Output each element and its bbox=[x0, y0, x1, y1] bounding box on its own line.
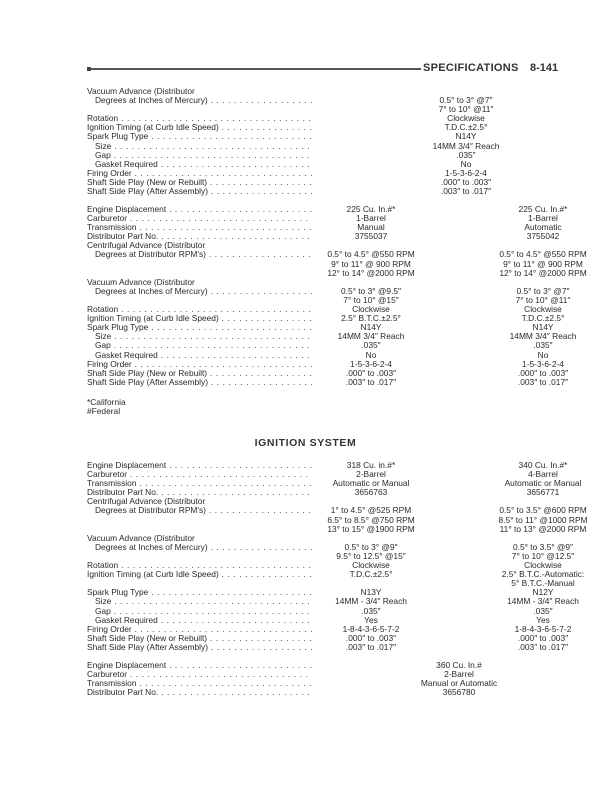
spec-label: Carburetor . . . bbox=[87, 214, 312, 223]
spec-value: 1-5-3-6-2-4 bbox=[445, 167, 487, 178]
spec-label: Rotation . . . bbox=[87, 561, 312, 570]
spec-value: 14MM 3/4″ Reach bbox=[432, 140, 500, 151]
spec-label: Firing Order . . . bbox=[87, 360, 312, 369]
spec-row bbox=[87, 643, 607, 652]
spec-value: .035″ bbox=[456, 149, 476, 160]
spec-label: Gap . . . bbox=[87, 151, 312, 160]
spec-value: 7° to 10° @11″ bbox=[515, 294, 571, 305]
spec-value: 1° to 4.5° @525 RPM bbox=[330, 505, 412, 516]
spec-label: Size . . . bbox=[87, 332, 312, 341]
spec-value: 0.5° to 3.5° @9″ bbox=[512, 541, 574, 552]
spec-row bbox=[87, 378, 607, 387]
spec-row bbox=[87, 132, 607, 141]
spec-label: Ignition Timing (at Curb Idle Speed) . . . bbox=[87, 570, 312, 579]
spec-value: .035″ bbox=[361, 605, 381, 616]
spec-row bbox=[87, 123, 607, 132]
spec-row bbox=[87, 607, 607, 616]
spec-label: Degrees at Inches of Mercury) . . . bbox=[87, 287, 312, 296]
spec-row bbox=[87, 525, 607, 534]
spec-label: Transmission . . . bbox=[87, 479, 312, 488]
spec-label: Shaft Side Play (After Assembly) . . . bbox=[87, 643, 312, 652]
section-title: SPECIFICATIONS bbox=[423, 62, 519, 74]
spec-value: 0.5° to 3° @9.5″ bbox=[340, 285, 402, 296]
section-heading: IGNITION SYSTEM bbox=[254, 437, 357, 449]
spec-row bbox=[87, 151, 607, 160]
spec-value: Automatic or Manual bbox=[504, 478, 582, 489]
spec-label: Ignition Timing (at Curb Idle Speed) . . . bbox=[87, 123, 312, 132]
spec-row bbox=[87, 87, 607, 96]
spec-value: 14MM 3/4″ Reach bbox=[337, 331, 405, 342]
spec-value: N14Y bbox=[532, 322, 554, 333]
spec-value: .000″ to .003″ bbox=[440, 176, 492, 187]
spec-value: 3656771 bbox=[526, 487, 560, 498]
spec-label: Spark Plug Type . . . bbox=[87, 588, 312, 597]
header-rule bbox=[91, 68, 421, 70]
spec-value: .003″ to .017″ bbox=[440, 186, 492, 197]
spec-row bbox=[87, 332, 607, 341]
spec-value: 225 Cu. In.#* bbox=[346, 204, 396, 214]
spec-value: Clockwise bbox=[524, 304, 562, 315]
spec-value: No bbox=[537, 349, 549, 360]
spec-value: 0.5° to 4.5° @550 RPM bbox=[499, 249, 587, 260]
spec-label: Gasket Required . . . bbox=[87, 351, 312, 360]
spec-value: Yes bbox=[364, 614, 378, 625]
spec-label: Engine Displacement . . . bbox=[87, 461, 312, 470]
spec-block-4 bbox=[87, 661, 607, 697]
spec-row bbox=[87, 488, 607, 497]
spec-value: 5° B.T.C.-Manual bbox=[511, 578, 575, 589]
spec-label: Shaft Side Play (New or Rebuilt) . . . bbox=[87, 178, 312, 187]
spec-value: 2.5° B.T.C.-Automatic: bbox=[501, 569, 585, 580]
spec-label: Degrees at Inches of Mercury) . . . bbox=[87, 543, 312, 552]
spec-label: Shaft Side Play (New or Rebuilt) . . . bbox=[87, 369, 312, 378]
spec-label: Carburetor . . . bbox=[87, 470, 312, 479]
spec-value: .003″ to .017″ bbox=[517, 376, 569, 387]
spec-value: 9° to 11° @ 900 RPM bbox=[503, 258, 583, 269]
spec-label: Gasket Required . . . bbox=[87, 616, 312, 625]
spec-label: Engine Displacement . . . bbox=[87, 661, 312, 670]
spec-value: Automatic bbox=[524, 222, 562, 233]
spec-value: 8.5° to 11° @1000 RPM bbox=[498, 514, 588, 525]
spec-value: 0.5° to 3° @9″ bbox=[344, 541, 398, 552]
spec-value: 6.5° to 8.5° @750 RPM bbox=[327, 514, 415, 525]
spec-value: Automatic or Manual bbox=[332, 478, 410, 489]
spec-label: Engine Displacement . . . bbox=[87, 205, 312, 214]
spec-value: .035″ bbox=[533, 605, 553, 616]
spec-label: Shaft Side Play (New or Rebuilt) . . . bbox=[87, 634, 312, 643]
spec-value: .035″ bbox=[361, 340, 381, 351]
spec-row bbox=[87, 670, 607, 679]
spec-value: No bbox=[365, 349, 377, 360]
spec-label: Vacuum Advance (Distributor bbox=[87, 87, 195, 96]
spec-row bbox=[87, 597, 607, 606]
spec-row bbox=[87, 232, 607, 241]
spec-label: Carburetor . . . bbox=[87, 670, 312, 679]
spec-value: 9.5° to 12.5° @15″ bbox=[336, 550, 406, 561]
spec-value: 1-5-3-6-2-4 bbox=[522, 358, 564, 369]
spec-row bbox=[87, 187, 607, 196]
spec-value: .003″ to .017″ bbox=[345, 376, 397, 387]
spec-value: 14MM - 3/4″ Reach bbox=[335, 596, 407, 607]
spec-value: N14Y bbox=[360, 322, 382, 333]
spec-value: .000″ to .003″ bbox=[345, 632, 397, 643]
spec-label: Distributor Part No. . . . bbox=[87, 488, 312, 497]
spec-value: T.D.C.±2.5° bbox=[444, 122, 488, 133]
spec-value: N14Y bbox=[455, 131, 477, 142]
spec-label: Gasket Required . . . bbox=[87, 160, 312, 169]
spec-row bbox=[87, 269, 607, 278]
spec-value: 225 Cu. In.#* bbox=[518, 204, 568, 214]
spec-block-3 bbox=[87, 461, 607, 652]
spec-value: N12Y bbox=[532, 587, 554, 598]
spec-label: Spark Plug Type . . . bbox=[87, 132, 312, 141]
spec-row bbox=[87, 314, 607, 323]
spec-value: 0.5° to 4.5° @550 RPM bbox=[327, 249, 415, 260]
spec-row bbox=[87, 178, 607, 187]
spec-label: Rotation . . . bbox=[87, 305, 312, 314]
spec-value: 13° to 15° @1900 RPM bbox=[327, 523, 415, 534]
spec-label: Transmission . . . bbox=[87, 223, 312, 232]
spec-value: Yes bbox=[536, 614, 550, 625]
spec-value: 2-Barrel bbox=[444, 669, 474, 680]
spec-value: .003″ to .017″ bbox=[517, 641, 569, 652]
spec-value: 1-8-4-3-6-5-7-2 bbox=[514, 623, 572, 634]
spec-label: Gap . . . bbox=[87, 607, 312, 616]
spec-row bbox=[87, 142, 607, 151]
spec-label: Size . . . bbox=[87, 142, 312, 151]
spec-value: 2-Barrel bbox=[356, 469, 386, 480]
spec-label: Spark Plug Type . . . bbox=[87, 323, 312, 332]
spec-row bbox=[87, 661, 607, 670]
spec-value: 3656763 bbox=[354, 487, 388, 498]
spec-value: .000″ to .003″ bbox=[517, 367, 569, 378]
spec-label: Centrifugal Advance (Distributor bbox=[87, 241, 206, 251]
spec-value: 2.5° B.T.C.±2.5° bbox=[341, 313, 401, 324]
spec-value: .000″ to .003″ bbox=[345, 367, 397, 378]
spec-value: Clockwise bbox=[352, 560, 390, 571]
spec-value: .035″ bbox=[533, 340, 553, 351]
spec-value: 12° to 14° @2000 RPM bbox=[327, 267, 415, 278]
spec-value: T.D.C.±2.5° bbox=[349, 569, 393, 580]
spec-value: .000″ to .003″ bbox=[517, 632, 569, 643]
spec-row bbox=[87, 688, 607, 697]
spec-row bbox=[87, 579, 607, 588]
spec-row bbox=[87, 96, 607, 105]
spec-row bbox=[87, 341, 607, 350]
spec-value: 360 Cu. In.# bbox=[436, 660, 482, 670]
spec-row bbox=[87, 160, 607, 169]
spec-value: 1-5-3-6-2-4 bbox=[350, 358, 392, 369]
spec-value: 14MM - 3/4″ Reach bbox=[507, 596, 579, 607]
spec-label: Vacuum Advance (Distributor bbox=[87, 533, 195, 543]
spec-value: Manual or Automatic bbox=[420, 678, 498, 689]
spec-value: 7° to 10° @11″ bbox=[438, 104, 494, 115]
footnote-federal: #Federal bbox=[87, 406, 121, 416]
spec-value: 340 Cu. In.#* bbox=[518, 460, 568, 470]
spec-value: 12° to 14° @2000 RPM bbox=[499, 267, 587, 278]
spec-value: 1-Barrel bbox=[356, 213, 386, 224]
spec-value: .003″ to .017″ bbox=[345, 641, 397, 652]
spec-row bbox=[87, 114, 607, 123]
spec-value: No bbox=[460, 158, 472, 169]
spec-value: 9° to 11° @ 900 RPM bbox=[331, 258, 411, 269]
spec-value: 4-Barrel bbox=[528, 469, 558, 480]
spec-row bbox=[87, 679, 607, 688]
spec-value: Clockwise bbox=[524, 560, 562, 571]
spec-label: Firing Order . . . bbox=[87, 169, 312, 178]
spec-block-2 bbox=[87, 205, 607, 387]
spec-value: 3755042 bbox=[526, 231, 560, 242]
spec-label: Shaft Side Play (After Assembly) . . . bbox=[87, 187, 312, 196]
spec-value: T.D.C.±2.5° bbox=[521, 313, 565, 324]
spec-label: Degrees at Distributor RPM's) . . . bbox=[87, 506, 312, 515]
spec-label: Vacuum Advance (Distributor bbox=[87, 277, 195, 287]
spec-label: Distributor Part No. . . . bbox=[87, 232, 312, 241]
spec-value: 0.5° to 3° @7″ bbox=[516, 285, 570, 296]
spec-block-1 bbox=[87, 87, 607, 196]
page-number: 8-141 bbox=[530, 62, 559, 74]
spec-label: Gap . . . bbox=[87, 341, 312, 350]
spec-value: 11° to 13° @2000 RPM bbox=[499, 523, 587, 534]
spec-value: 318 Cu. in.#* bbox=[346, 460, 396, 470]
spec-value: 0.5° to 3.5° @600 RPM bbox=[499, 505, 587, 516]
spec-value: Manual bbox=[357, 222, 385, 233]
spec-label: Size . . . bbox=[87, 597, 312, 606]
spec-label: Shaft Side Play (After Assembly) . . . bbox=[87, 378, 312, 387]
spec-value: 1-Barrel bbox=[528, 213, 558, 224]
spec-label: Firing Order . . . bbox=[87, 625, 312, 634]
footnote-california: *California bbox=[87, 397, 126, 407]
spec-label: Degrees at Inches of Mercury) . . . bbox=[87, 96, 312, 105]
spec-value: Clockwise bbox=[352, 304, 390, 315]
spec-value: 3755037 bbox=[354, 231, 388, 242]
spec-row bbox=[87, 105, 607, 114]
spec-value: Clockwise bbox=[447, 113, 485, 124]
spec-value: 7° to 10° @15″ bbox=[343, 294, 399, 305]
spec-label: Distributor Part No. . . . bbox=[87, 688, 312, 697]
spec-value: 7° to 10° @12.5″ bbox=[511, 550, 575, 561]
spec-label: Degrees at Distributor RPM's) . . . bbox=[87, 250, 312, 259]
spec-row bbox=[87, 169, 607, 178]
spec-label: Rotation . . . bbox=[87, 114, 312, 123]
spec-label: Ignition Timing (at Curb Idle Speed) . . . bbox=[87, 314, 312, 323]
spec-label: Centrifugal Advance (Distributor bbox=[87, 497, 206, 507]
spec-label: Transmission . . . bbox=[87, 679, 312, 688]
spec-value: 1-8-4-3-6-5-7-2 bbox=[342, 623, 400, 634]
spec-value: 3656780 bbox=[442, 687, 476, 698]
spec-value: 14MM 3/4″ Reach bbox=[509, 331, 577, 342]
spec-value: 0.5° to 3° @7″ bbox=[439, 95, 493, 106]
spec-value: N13Y bbox=[360, 587, 382, 598]
